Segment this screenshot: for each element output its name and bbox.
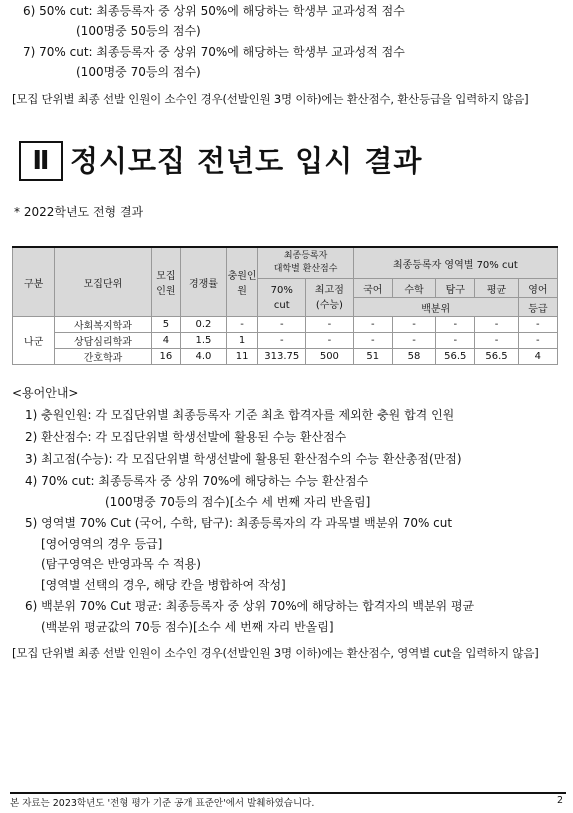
header-70cut [258,279,306,317]
eng-cell: - [518,317,557,333]
table-row [13,333,558,349]
results-table [12,246,558,365]
glossary-item-detail: (100명중 70등의 점수)[소수 세 번째 자리 반올림] [105,495,371,509]
avg-cell: - [475,317,518,333]
rate-cell: 0.2 [181,317,227,333]
list-item: 6) 50% cut: 최종등록자 중 상위 50%에 해당하는 학생부 교과성적 점수 [23,4,405,18]
glossary-item-detail: (탐구영역은 반영과목 수 적용) [41,557,201,571]
eng-cell: 4 [518,349,557,365]
glossary-item: 1) 충원인원: 각 모집단위별 최종등록자 기준 최초 합격자를 제외한 충원 합격 인원 [25,408,455,422]
rate-cell: 4.0 [181,349,227,365]
header-max-line2: (수능) [315,299,343,311]
header-quota: 모집인원 [151,247,181,317]
footer-text: 본 자료는 2023학년도 '전형 평가 기준 공개 표준안'에서 발췌하였습니다. [10,798,315,809]
glossary-item: 6) 백분위 70% Cut 평균: 최종등록자 중 상위 70%에 해당하는 합격자의 백분위 평균 [25,599,475,613]
cut70-cell: - [258,333,306,349]
inq-cell: - [436,317,475,333]
section-number: Ⅱ [19,141,63,181]
header-grade: 등급 [518,298,557,317]
glossary-item: 4) 70% cut: 최종등록자 중 상위 70%에 해당하는 수능 환산점수 [25,474,369,488]
max-cell: - [306,333,354,349]
table-row [13,349,558,365]
eng-cell: - [518,333,557,349]
unit-cell: 간호학과 [55,349,151,365]
kor-cell: - [353,333,392,349]
max-cell: 500 [306,349,354,365]
table-subtitle: * 2022학년도 전형 결과 [14,205,144,219]
glossary-item-detail: [영역별 선택의 경우, 해당 칸을 병합하여 작성] [41,578,286,592]
inq-cell: - [436,333,475,349]
inq-cell: 56.5 [436,349,475,365]
list-item-detail: (100명중 50등의 점수) [76,24,201,38]
header-final [258,247,353,279]
extra-cell: - [226,317,258,333]
avg-cell: - [475,333,518,349]
glossary-item-detail: [영어영역의 경우 등급] [41,537,163,551]
rate-cell: 1.5 [181,333,227,349]
cut70-cell: - [258,317,306,333]
glossary-item: 5) 영역별 70% Cut (국어, 수학, 탐구): 최종등록자의 각 과목별 백분위 70% cut [25,516,453,530]
kor-cell: 51 [353,349,392,365]
max-cell: - [306,317,354,333]
cut70-cell: 313.75 [258,349,306,365]
quota-cell: 4 [151,333,181,349]
header-math: 수학 [392,279,435,298]
header-unit: 모집단위 [55,247,151,317]
page-number: 2 [557,795,564,806]
extra-cell: 1 [226,333,258,349]
unit-cell: 상담심리학과 [55,333,151,349]
glossary-item: 3) 최고점(수능): 각 모집단위별 학생선발에 활용된 환산점수의 수능 환산총점(만점) [25,452,462,466]
kor-cell: - [353,317,392,333]
header-max [306,279,354,317]
math-cell: - [392,333,435,349]
header-max-line1: 최고점 [314,284,344,296]
header-inq: 탐구 [436,279,475,298]
glossary-item-detail: (백분위 평균값의 70등 점수)[소수 세 번째 자리 반올림] [41,620,334,634]
list-item: 7) 70% cut: 최종등록자 중 상위 70%에 해당하는 학생부 교과성적 점수 [23,45,405,59]
group-cell: 나군 [13,317,55,365]
extra-cell: 11 [226,349,258,365]
header-gubun: 구분 [13,247,55,317]
header-final-line1: 최종등록자 [283,251,328,261]
header-final-line2: 대학별 환산점수 [273,264,338,274]
unit-cell: 사회복지학과 [55,317,151,333]
header-kor: 국어 [353,279,392,298]
header-eng: 영어 [518,279,557,298]
top-note: [모집 단위별 최종 선발 인원이 소수인 경우(선발인원 3명 이하)에는 환산점수, 환산등급을 입력하지 않음] [12,92,529,106]
header-rate: 경쟁률 [181,247,227,317]
header-percentile: 백분위 [353,298,518,317]
header-70cut-line1: 70% [270,284,293,296]
quota-cell: 5 [151,317,181,333]
avg-cell: 56.5 [475,349,518,365]
math-cell: - [392,317,435,333]
table-row [13,317,558,333]
section-title: 정시모집 전년도 입시 결과 [70,144,423,178]
glossary-item: 2) 환산점수: 각 모집단위별 학생선발에 활용된 수능 환산점수 [25,430,347,444]
glossary-title: <용어안내> [12,386,79,400]
footer-divider [10,792,566,794]
header-area-cut: 최종등록자 영역별 70% cut [353,247,557,279]
header-avg: 평균 [475,279,518,298]
quota-cell: 16 [151,349,181,365]
bottom-note: [모집 단위별 최종 선발 인원이 소수인 경우(선발인원 3명 이하)에는 환산점수, 영역별 cut을 입력하지 않음] [12,646,539,660]
math-cell: 58 [392,349,435,365]
header-extra: 충원인원 [226,247,258,317]
list-item-detail: (100명중 70등의 점수) [76,65,201,79]
header-70cut-line2: cut [273,299,290,311]
